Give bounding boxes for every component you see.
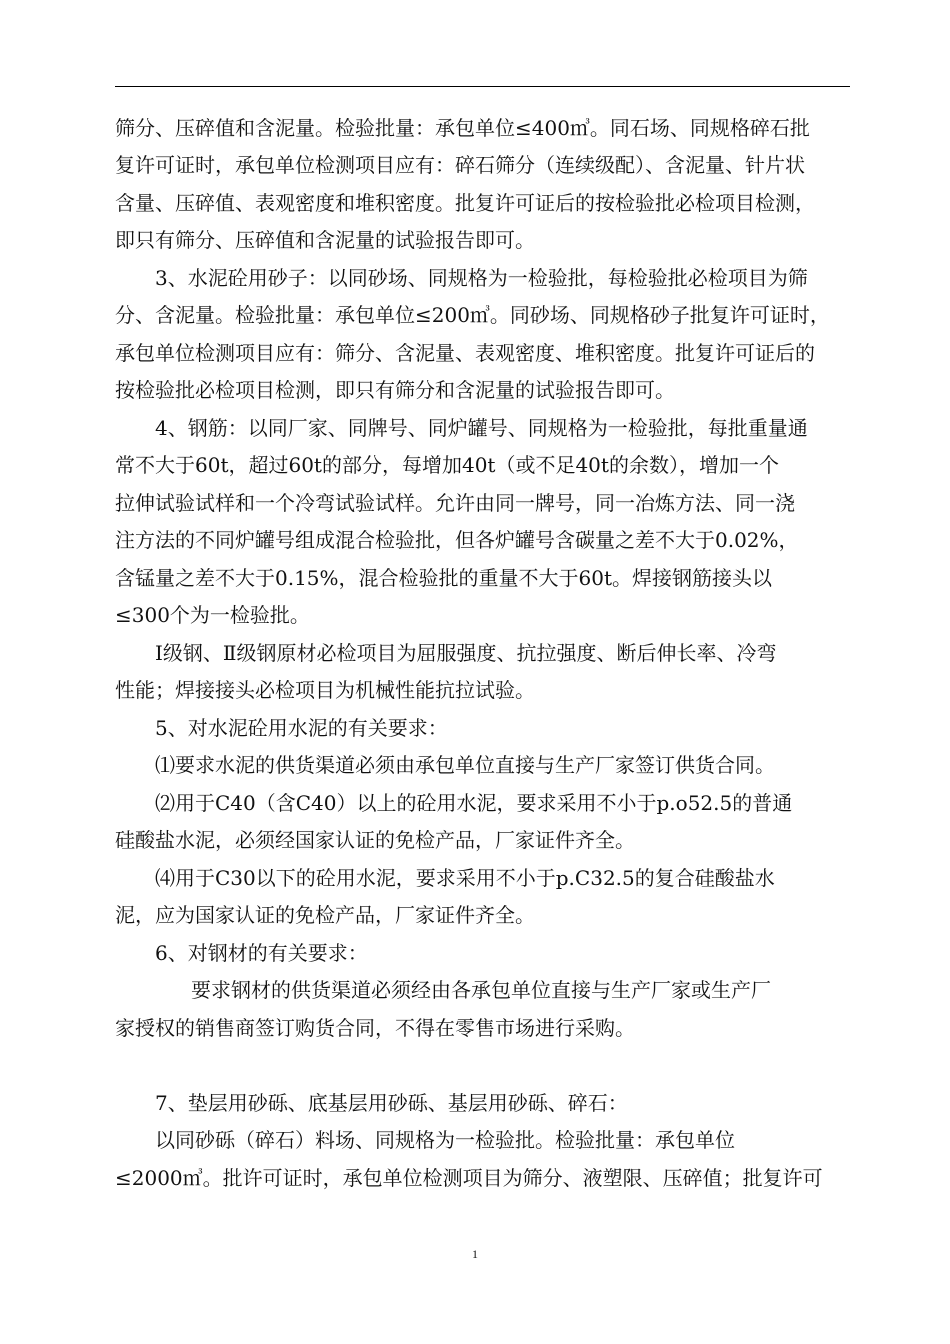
text-line: 拉伸试验试样和一个冷弯试验试样。允许由同一牌号，同一冶炼方法、同一浇 [115,491,795,515]
text-line: ⑴要求水泥的供货渠道必须由承包单位直接与生产厂家签订供货合同。 [155,753,775,777]
header-rule [115,86,850,87]
text-line: 分、含泥量。检验批量：承包单位≤200㎥。同砂场、同规格砂子批复许可证时， [115,303,830,327]
text-line: 按检验批必检项目检测，即只有筛分和含泥量的试验报告即可。 [115,378,675,402]
text-line: 泥，应为国家认证的免检产品，厂家证件齐全。 [115,903,535,927]
text-line: 5、对水泥砼用水泥的有关要求： [155,716,448,740]
text-line: ≤300个为一检验批。 [115,603,310,627]
text-line: 6、对钢材的有关要求： [155,941,368,965]
text-line: 承包单位检测项目应有：筛分、含泥量、表观密度、堆积密度。批复许可证后的 [115,341,815,365]
text-line: 性能；焊接接头必检项目为机械性能抗拉试验。 [115,678,535,702]
text-line: 4、钢筋：以同厂家、同牌号、同炉罐号、同规格为一检验批，每批重量通 [155,416,808,440]
text-line: ≤2000㎥。批许可证时，承包单位检测项目为筛分、液塑限、压碎值；批复许可 [115,1166,823,1190]
text-line: ⑵用于C40（含C40）以上的砼用水泥，要求采用不小于p.o52.5的普通 [155,791,793,815]
text-line: 含锰量之差不大于0.15%，混合检验批的重量不大于60t。焊接钢筋接头以 [115,566,773,590]
text-line: 含量、压碎值、表观密度和堆积密度。批复许可证后的按检验批必检项目检测， [115,191,815,215]
page-number: 1 [472,1247,478,1261]
text-line: 7、垫层用砂砾、底基层用砂砾、基层用砂砾、碎石： [155,1091,628,1115]
text-line: 即只有筛分、压碎值和含泥量的试验报告即可。 [115,228,535,252]
text-line: 以同砂砾（碎石）料场、同规格为一检验批。检验批量：承包单位 [155,1128,735,1152]
text-line: 常不大于60t，超过60t的部分，每增加40t（或不足40t的余数），增加一个 [115,453,779,477]
text-line: Ⅰ级钢、Ⅱ级钢原材必检项目为屈服强度、抗拉强度、断后伸长率、冷弯 [155,641,777,665]
text-line: 注方法的不同炉罐号组成混合检验批，但各炉罐号含碳量之差不大于0.02%， [115,528,799,552]
text-line: 要求钢材的供货渠道必须经由各承包单位直接与生产厂家或生产厂 [191,978,771,1002]
text-line: 硅酸盐水泥，必须经国家认证的免检产品，厂家证件齐全。 [115,828,635,852]
text-line: 3、水泥砼用砂子：以同砂场、同规格为一检验批，每检验批必检项目为筛 [155,266,808,290]
text-line: 筛分、压碎值和含泥量。检验批量：承包单位≤400㎥。同石场、同规格碎石批 [115,116,810,140]
text-line: ⑷用于C30以下的砼用水泥，要求采用不小于p.C32.5的复合硅酸盐水 [155,866,775,890]
text-line: 家授权的销售商签订购货合同，不得在零售市场进行采购。 [115,1016,635,1040]
text-line: 复许可证时，承包单位检测项目应有：碎石筛分（连续级配）、含泥量、针片状 [115,153,805,177]
